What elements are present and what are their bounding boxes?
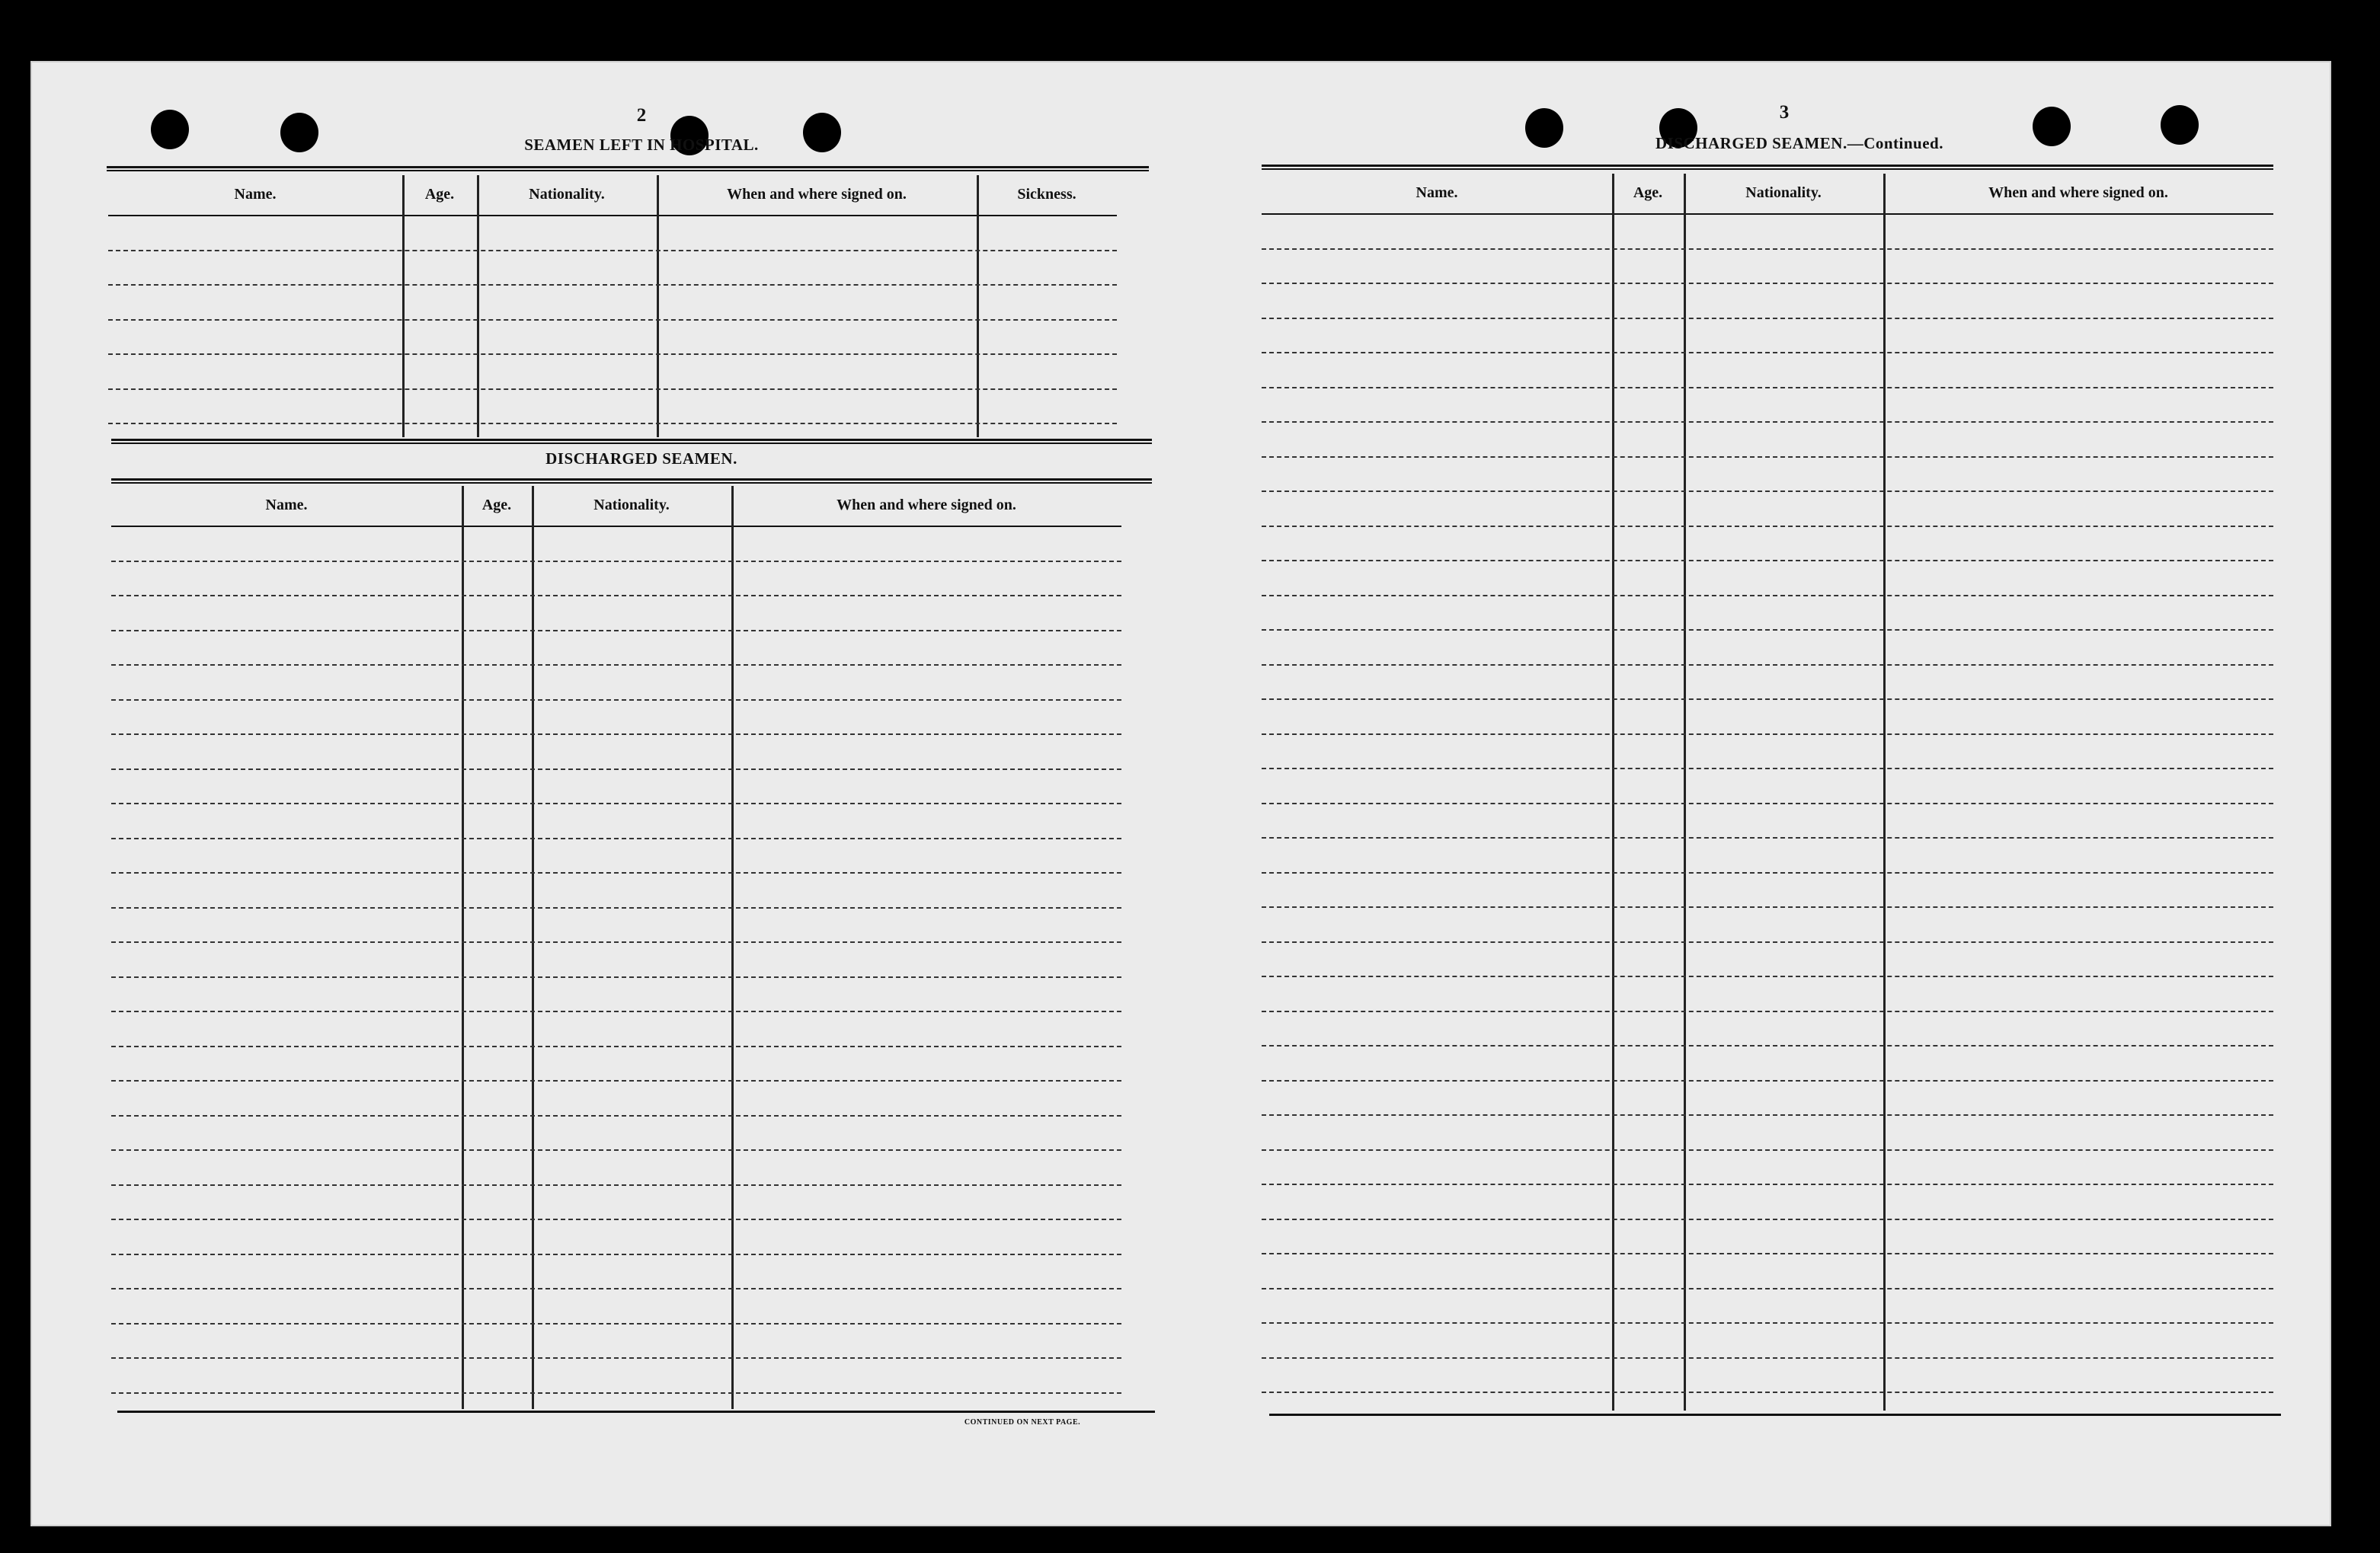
- entry-line: [108, 284, 1117, 286]
- column-header: Age.: [481, 497, 512, 513]
- column-divider: [462, 486, 464, 1409]
- column-header: When and where signed on.: [837, 497, 1016, 513]
- column-divider: [477, 175, 479, 437]
- section-rule: [111, 439, 1152, 444]
- entry-line: [111, 1392, 1121, 1394]
- column-header: Name.: [234, 186, 277, 203]
- entry-line: [1262, 387, 2273, 388]
- entry-line: [111, 1254, 1121, 1255]
- entry-line: [1262, 976, 2273, 977]
- entry-line: [111, 1149, 1121, 1151]
- punch-hole: [2161, 105, 2199, 145]
- entry-line: [111, 699, 1121, 701]
- entry-line: [108, 353, 1117, 355]
- column-header: Name.: [1416, 184, 1458, 201]
- entry-line: [1262, 1184, 2273, 1185]
- bottom-rule: [117, 1411, 1155, 1413]
- entry-line: [1262, 803, 2273, 804]
- column-divider: [1883, 174, 1886, 1411]
- entry-line: [1262, 1288, 2273, 1289]
- entry-line: [1262, 1080, 2273, 1082]
- entry-line: [111, 976, 1121, 978]
- column-divider: [1612, 174, 1614, 1411]
- entry-line: [111, 1323, 1121, 1325]
- header-underline: [108, 215, 1117, 216]
- column-divider: [657, 175, 659, 437]
- entry-line: [1262, 872, 2273, 874]
- column-header: Nationality.: [593, 497, 670, 513]
- entry-line: [1262, 283, 2273, 284]
- entry-line: [1262, 318, 2273, 319]
- entry-line: [1262, 595, 2273, 596]
- header-underline: [1262, 213, 2273, 215]
- column-header: Nationality.: [1745, 184, 1822, 201]
- form-sheet: [30, 61, 2331, 1526]
- page-number: 2: [636, 105, 647, 126]
- entry-line: [1262, 768, 2273, 769]
- entry-line: [1262, 1253, 2273, 1254]
- entry-line: [111, 941, 1121, 943]
- entry-line: [111, 1357, 1121, 1359]
- column-header: Sickness.: [1017, 186, 1076, 203]
- entry-line: [108, 250, 1117, 251]
- entry-line: [1262, 1357, 2273, 1359]
- entry-line: [111, 872, 1121, 874]
- entry-line: [111, 1115, 1121, 1117]
- column-header: When and where signed on.: [727, 186, 907, 203]
- entry-line: [1262, 1149, 2273, 1151]
- entry-line: [111, 1288, 1121, 1289]
- entry-line: [1262, 421, 2273, 423]
- entry-line: [111, 630, 1121, 631]
- entry-line: [111, 838, 1121, 839]
- entry-line: [1262, 941, 2273, 943]
- entry-line: [111, 561, 1121, 562]
- entry-line: [111, 1011, 1121, 1012]
- continued-section-title: DISCHARGED SEAMEN.—Continued.: [1655, 134, 1943, 152]
- column-divider: [532, 486, 534, 1409]
- entry-line: [111, 733, 1121, 735]
- entry-line: [111, 664, 1121, 666]
- column-divider: [402, 175, 405, 437]
- punch-hole: [1525, 108, 1563, 148]
- entry-line: [1262, 1114, 2273, 1116]
- entry-line: [1262, 1322, 2273, 1324]
- header-rule: [1262, 165, 2273, 170]
- entry-line: [108, 423, 1117, 424]
- entry-line: [1262, 1045, 2273, 1047]
- entry-line: [111, 1046, 1121, 1047]
- entry-line: [1262, 1392, 2273, 1393]
- entry-line: [111, 595, 1121, 596]
- entry-line: [1262, 352, 2273, 353]
- entry-line: [1262, 248, 2273, 250]
- punch-hole: [280, 113, 318, 152]
- entry-line: [1262, 456, 2273, 458]
- entry-line: [108, 388, 1117, 390]
- column-header: Age.: [424, 186, 455, 203]
- entry-line: [111, 1219, 1121, 1220]
- entry-line: [1262, 560, 2273, 561]
- column-divider: [977, 175, 979, 437]
- entry-line: [111, 803, 1121, 804]
- entry-line: [111, 1080, 1121, 1082]
- punch-hole: [151, 110, 189, 149]
- entry-line: [1262, 491, 2273, 492]
- entry-line: [1262, 664, 2273, 666]
- continued-note: CONTINUED ON NEXT PAGE.: [964, 1418, 1081, 1427]
- entry-line: [1262, 906, 2273, 908]
- entry-line: [1262, 698, 2273, 700]
- discharged-section-title: DISCHARGED SEAMEN.: [545, 449, 737, 468]
- column-header: When and where signed on.: [1988, 184, 2168, 201]
- header-rule: [111, 478, 1152, 484]
- header-rule: [107, 166, 1149, 171]
- entry-line: [1262, 629, 2273, 631]
- entry-line: [1262, 1011, 2273, 1012]
- column-divider: [1684, 174, 1686, 1411]
- entry-line: [1262, 1219, 2273, 1220]
- entry-line: [1262, 733, 2273, 735]
- column-header: Name.: [265, 497, 308, 513]
- entry-line: [111, 769, 1121, 770]
- column-header: Age.: [1633, 184, 1663, 201]
- column-header: Nationality.: [529, 186, 605, 203]
- entry-line: [108, 319, 1117, 321]
- hospital-section-title: SEAMEN LEFT IN HOSPITAL.: [524, 136, 759, 154]
- entry-line: [111, 1184, 1121, 1186]
- punch-hole: [2033, 107, 2071, 146]
- entry-line: [1262, 837, 2273, 839]
- header-underline: [111, 526, 1121, 527]
- entry-line: [111, 907, 1121, 909]
- page-number: 3: [1779, 102, 1790, 123]
- column-divider: [731, 486, 734, 1409]
- entry-line: [1262, 526, 2273, 527]
- bottom-rule: [1269, 1414, 2281, 1416]
